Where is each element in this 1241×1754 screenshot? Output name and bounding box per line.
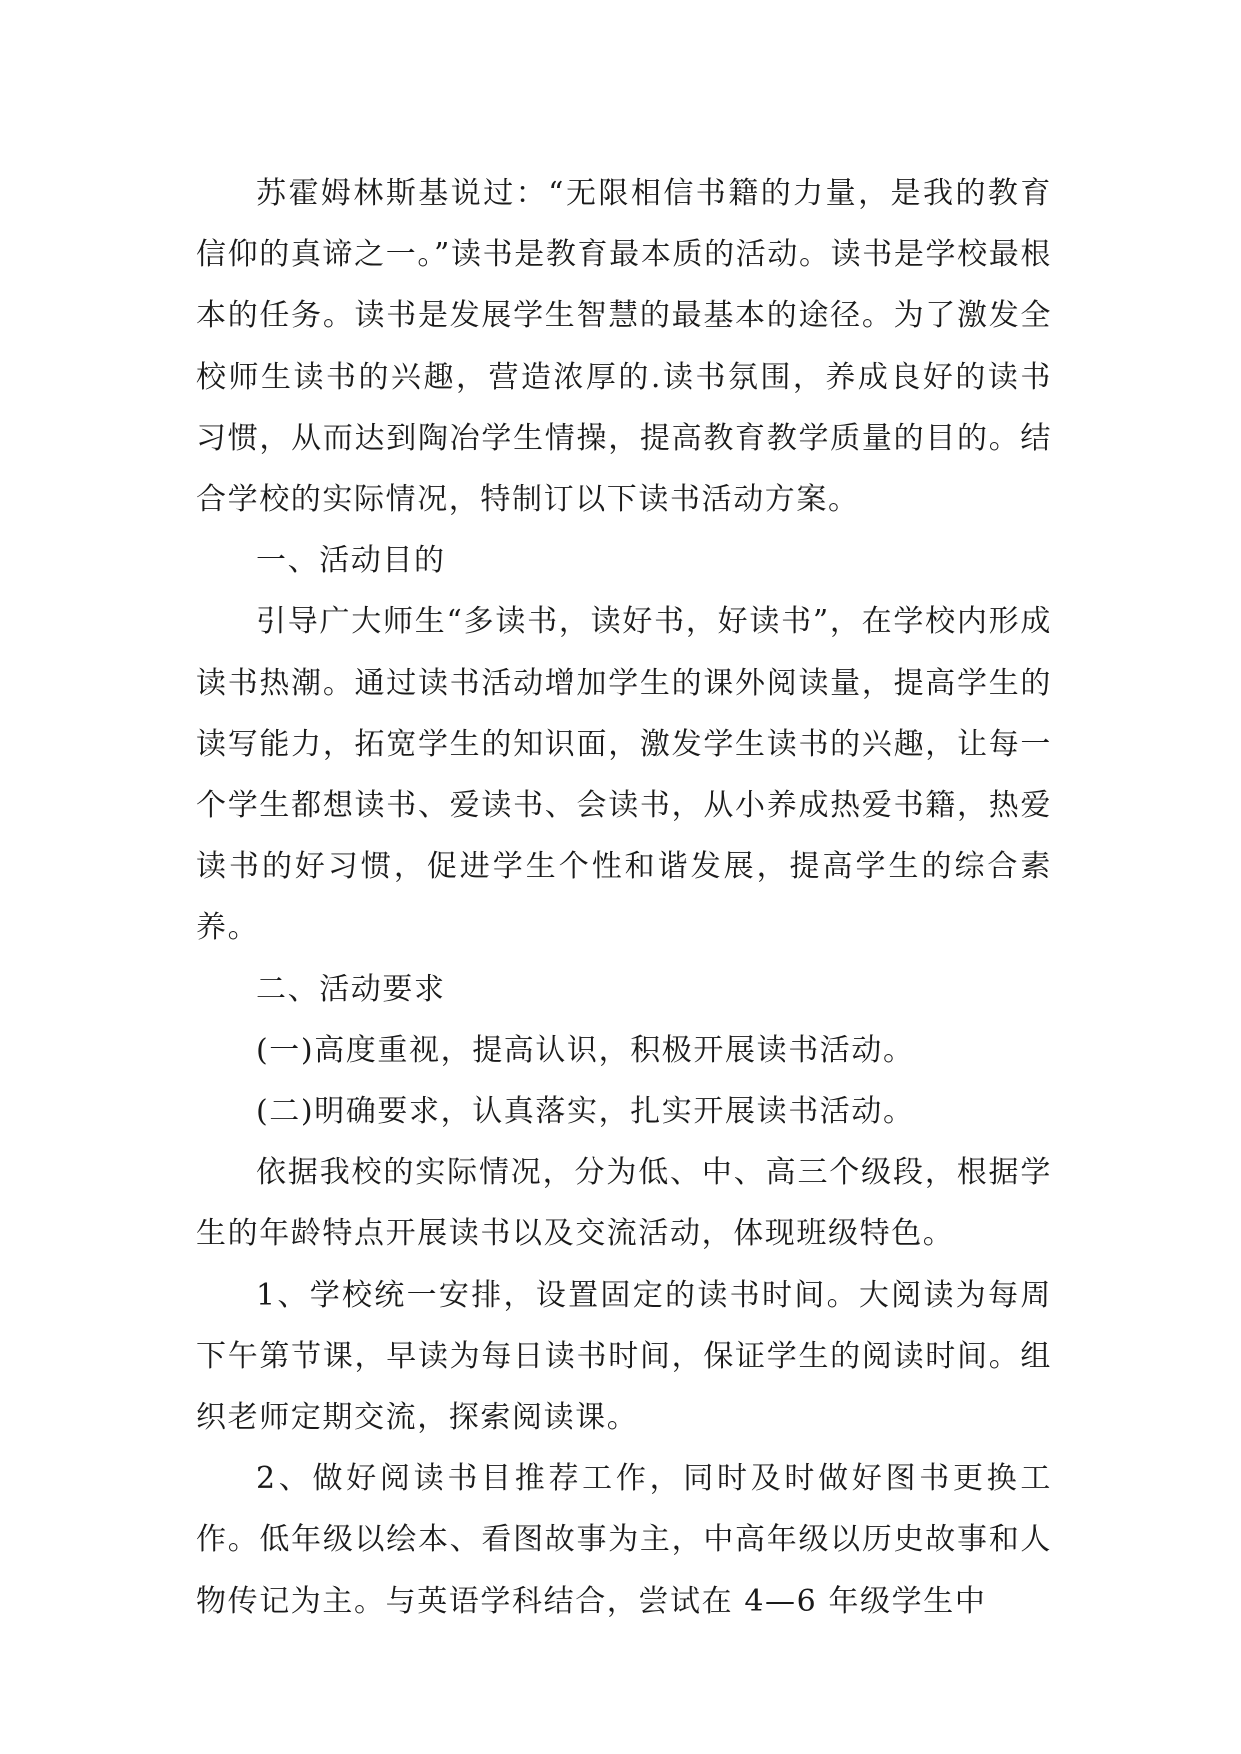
booklist-paragraph: 2、做好阅读书目推荐工作，同时及时做好图书更换工作。低年级以绘本、看图故事为主，中高年级以历史故事和人物传记为主。与英语学科结合，尝试在 4—6 年级学生中 [196,1461,1052,1619]
schedule-paragraph: 1、学校统一安排，设置固定的读书时间。大阅读为每周下午第节课，早读为每日读书时间，保证学生的阅读时间。组织老师定期交流，探索阅读课。 [196,1277,1052,1436]
requirement-item-1: (一)高度重视，提高认识，积极开展读书活动。 [256,1032,915,1068]
purpose-paragraph: 引导广大师生“多读书，读好书，好读书”，在学校内形成读书热潮。通过读书活动增加学生的课外阅读量，提高学生的读写能力，拓宽学生的知识面，激发学生读书的兴趣，让每一个学生都想读书、爱读书、会读书，从小养成热爱书籍，热爱读书的好习惯，促进学生个性和谐发展，提高学生的综合素养。 [196,604,1052,946]
grade-levels-paragraph: 依据我校的实际情况，分为低、中、高三个级段，根据学生的年龄特点开展读书以及交流活动，体现班级特色。 [196,1155,1052,1252]
requirement-item-2: (二)明确要求，认真落实，扎实开展读书活动。 [256,1094,915,1130]
intro-paragraph: 苏霍姆林斯基说过：“无限相信书籍的力量，是我的教育信仰的真谛之一。”读书是教育最本质的活动。读书是学校最根本的任务。读书是发展学生智慧的最基本的途径。为了激发全校师生读书的兴趣，营造浓厚的.读书氛围，养成良好的读书习惯，从而达到陶冶学生情操，提高教育教学质量的目的。结合学校的实际情况，特制订以下读书活动方案。 [196,176,1052,518]
document-body [196,163,1052,1632]
section-heading-purpose: 一、活动目的 [256,543,446,579]
section-heading-requirements: 二、活动要求 [256,971,446,1007]
